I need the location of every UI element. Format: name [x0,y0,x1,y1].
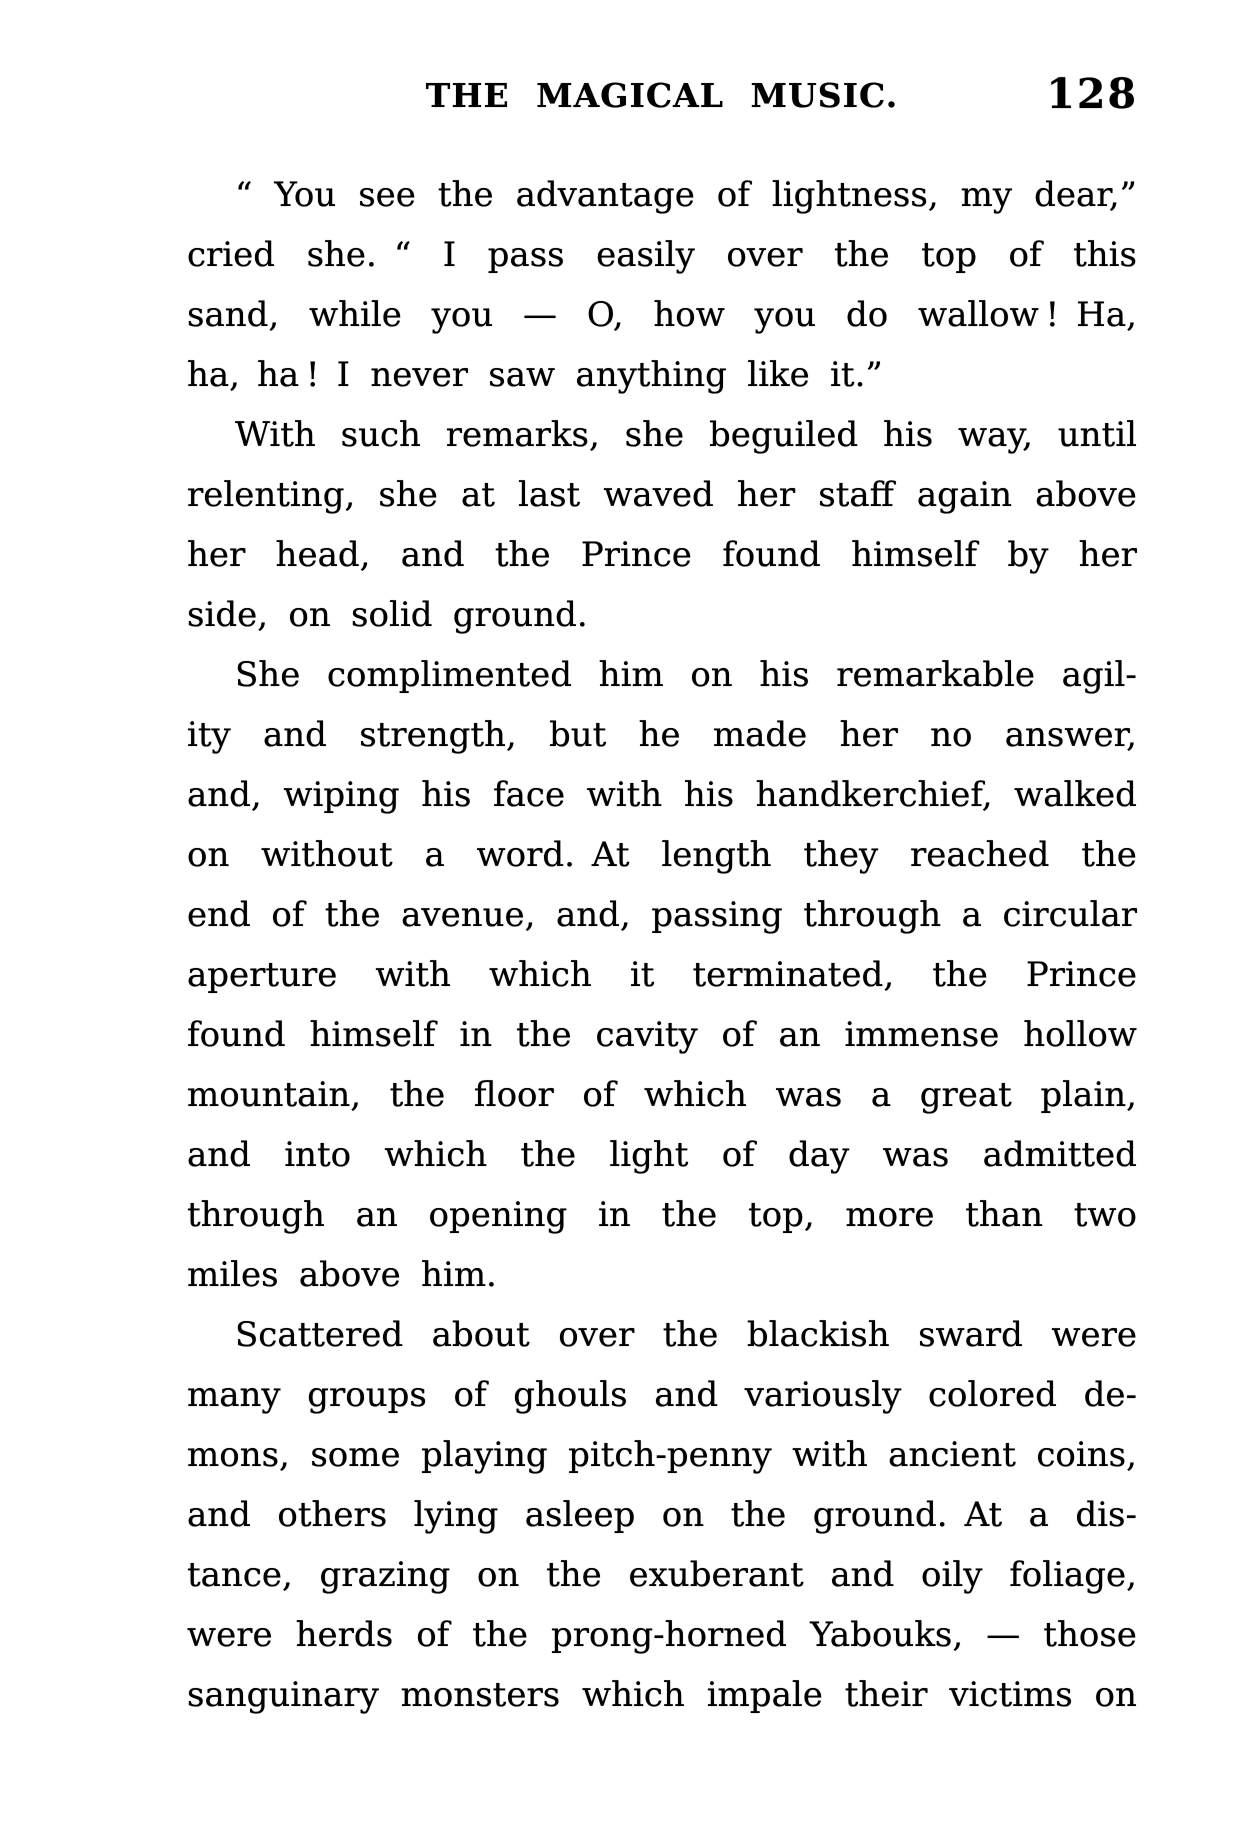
text-line: aperture with which it terminated, the Prince [187,955,1137,995]
text-line: through an opening in the top, more than two [187,1195,1137,1235]
text-line: and, wiping his face with his handkerchief, walked [187,775,1137,815]
text-line: and others lying asleep on the ground. At a dis- [187,1495,1137,1535]
page-number: 128 [1046,70,1138,118]
text-line: found himself in the cavity of an immense hollow [187,1015,1137,1055]
text-line: and into which the light of day was admitted [187,1135,1137,1175]
text-line: ity and strength, but he made her no answer, [187,715,1137,755]
text-block [187,165,1137,1725]
running-title: THE MAGICAL MUSIC. [425,76,899,115]
text-line: sanguinary monsters which impale their victims on [187,1675,1137,1715]
text-line: cried she. “ I pass easily over the top of this [187,235,1137,275]
text-line: her head, and the Prince found himself by her [187,535,1137,575]
text-line: She complimented him on his remarkable agil- [235,655,1137,695]
text-line: tance, grazing on the exuberant and oily foliage, [187,1555,1137,1595]
text-line: mountain, the floor of which was a great plain, [187,1075,1137,1115]
text-line: “ You see the advantage of lightness, my dear,” [235,175,1137,215]
text-line: were herds of the prong-horned Yabouks, — those [187,1615,1137,1655]
text-line: on without a word. At length they reached the [187,835,1137,875]
text-line: sand, while you — O, how you do wallow ! Ha, [187,295,1137,335]
text-line: With such remarks, she beguiled his way, until [235,415,1137,455]
text-line: mons, some playing pitch-penny with ancient coins, [187,1435,1137,1475]
text-line: many groups of ghouls and variously colored de- [187,1375,1137,1415]
text-line: miles above him. [187,1255,497,1295]
text-line: relenting, she at last waved her staff again above [187,475,1137,515]
text-line: side, on solid ground. [187,595,588,635]
text-line: Scattered about over the blackish sward were [235,1315,1137,1355]
text-line: end of the avenue, and, passing through a circular [187,895,1137,935]
text-line: ha, ha ! I never saw anything like it.” [187,355,883,395]
